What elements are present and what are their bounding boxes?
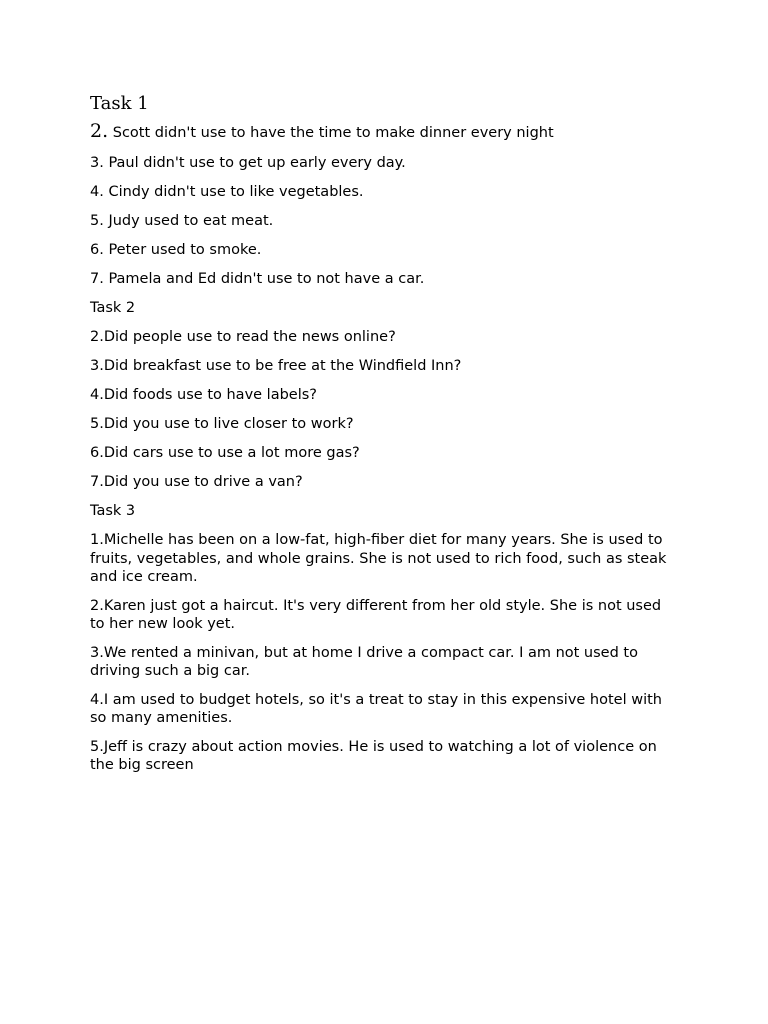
task3-heading: Task 3 xyxy=(90,503,136,519)
task1-item-2 xyxy=(90,122,680,143)
task2-item-6: 6.Did cars use to use a lot more gas? xyxy=(90,445,360,461)
task3-item-1: 1.Michelle has been on a low-fat, high-fiber diet for many years. She is used to fruits, vegetables, and whole grains. She is not used to rich food, such as steak and ice cream. xyxy=(90,532,667,585)
task1-item-4: 4. Cindy didn't use to like vegetables. xyxy=(90,184,364,200)
task2-item-2: 2.Did people use to read the news online? xyxy=(90,329,396,345)
task2-item-5: 5.Did you use to live closer to work? xyxy=(90,416,354,432)
document-body xyxy=(90,92,680,785)
task3-item-2: 2.Karen just got a haircut. It's very different from her old style. She is not used to her new look yet. xyxy=(90,597,662,632)
task1-item-3: 3. Paul didn't use to get up early every day. xyxy=(90,155,406,171)
task2-item-7: 7.Did you use to drive a van? xyxy=(90,474,303,490)
task2-heading: Task 2 xyxy=(90,300,136,316)
task1-item-7: 7. Pamela and Ed didn't use to not have a car. xyxy=(90,271,425,287)
task3-item-3: 3.We rented a minivan, but at home I drive a compact car. I am not used to driving such a big car. xyxy=(90,644,638,679)
task3-item-4: 4.I am used to budget hotels, so it's a treat to stay in this expensive hotel with so many amenities. xyxy=(90,691,662,726)
task1-item-2-text: Scott didn't use to have the time to make dinner every night xyxy=(108,125,554,141)
task1-heading: Task 1 xyxy=(90,93,149,114)
task1-item-6: 6. Peter used to smoke. xyxy=(90,242,262,258)
task1-item-2-number: 2. xyxy=(90,120,109,142)
task3-item-5: 5.Jeff is crazy about action movies. He is used to watching a lot of violence on the big screen xyxy=(90,738,657,773)
task1-item-5: 5. Judy used to eat meat. xyxy=(90,213,274,229)
task2-item-3: 3.Did breakfast use to be free at the Windfield Inn? xyxy=(90,358,462,374)
task2-item-4: 4.Did foods use to have labels? xyxy=(90,387,318,403)
